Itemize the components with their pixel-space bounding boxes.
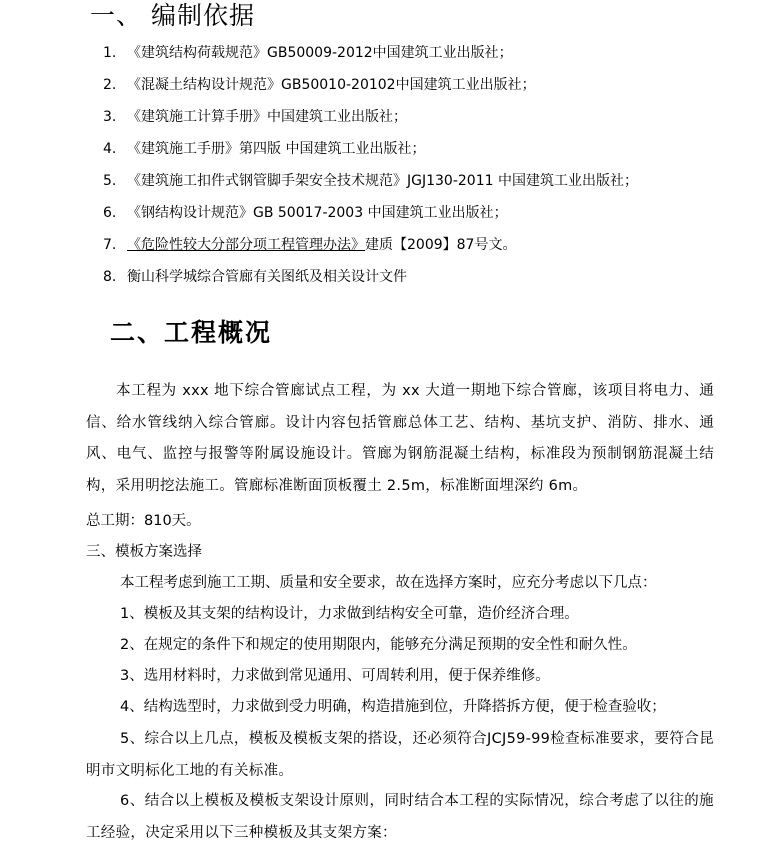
basis-list (103, 40, 638, 296)
section-heading-basis: 一、 编制依据 (90, 1, 255, 30)
list-item (103, 72, 638, 104)
list-item-text: 《建筑施工计算手册》中国建筑工业出版社； (127, 109, 407, 125)
list-item-text: 《建筑施工扣件式钢管脚手架安全技术规范》JGJ130-2011 中国建筑工业出版社； (127, 173, 638, 189)
list-item (103, 200, 638, 232)
formwork-item-3: 3、选用材料时，力求做到常见通用、可周转利用，便于保养维修。 (120, 668, 550, 684)
formwork-item-2: 2、在规定的条件下和规定的使用期限内，能够充分满足预期的安全性和耐久性。 (120, 637, 637, 653)
list-item-number: 1. (103, 45, 117, 61)
list-item-text: 《钢结构设计规范》GB 50017-2003 中国建筑工业出版社； (127, 205, 508, 221)
list-item-number: 5. (103, 173, 117, 189)
list-item (103, 40, 638, 72)
list-item-number: 3. (103, 109, 117, 125)
section-heading-overview: 二、工程概况 (110, 318, 273, 347)
list-item-number: 8. (103, 269, 117, 285)
list-item-number: 2. (103, 77, 117, 93)
list-item-number: 7. (103, 237, 117, 253)
formwork-intro: 本工程考虑到施工工期、质量和安全要求，故在选择方案时，应充分考虑以下几点： (120, 575, 657, 591)
overview-paragraph: 本工程为 xxx 地下综合管廊试点工程，为 xx 大道一期地下综合管廊，该项目将电力、通信、给水管线纳入综合管廊。设计内容包括管廊总体工艺、结构、基坑支护、消防、排水、通风、电气、监控与报警等附属设施设计。管廊为钢筋混凝土结构，标准段为预制钢筋混凝土结构，采用明挖法施工。管廊标准断面顶板覆土 2.5m，标准断面埋深约 6m。 (86, 383, 714, 494)
list-item-text: 《建筑结构荷载规范》GB50009-2012中国建筑工业出版社； (127, 45, 513, 61)
formwork-item-5: 5、综合以上几点，模板及模板支架的搭设，还必须符合JCJ59-99检查标准要求，要符合昆明市文明标化工地的有关标准。 (86, 731, 714, 779)
list-item (103, 104, 638, 136)
section-heading-formwork: 三、模板方案选择 (86, 544, 202, 560)
list-item (103, 264, 638, 296)
list-item-text: 衡山科学城综合管廊有关图纸及相关设计文件 (127, 269, 407, 285)
list-item-text: 《混凝土结构设计规范》GB50010-20102中国建筑工业出版社； (127, 77, 536, 93)
list-item (103, 168, 638, 200)
formwork-item-6: 6、结合以上模板及模板支架设计原则，同时结合本工程的实际情况，综合考虑了以往的施工经验，决定采用以下三种模板及其支架方案： (86, 793, 714, 841)
formwork-item-4: 4、结构选型时，力求做到受力明确，构造措施到位，升降搭拆方便，便于检查验收； (120, 699, 666, 715)
list-item-number: 4. (103, 141, 117, 157)
list-item (103, 136, 638, 168)
regulation-link[interactable]: 《危险性较大分部分项工程管理办法》 (127, 237, 365, 253)
list-item-text: 建质【2009】87号文。 (365, 237, 517, 253)
list-item-text: 《建筑施工手册》第四版 中国建筑工业出版社； (127, 141, 426, 157)
list-item (103, 232, 638, 264)
duration-line: 总工期：810天。 (86, 513, 201, 529)
formwork-item-1: 1、模板及其支架的结构设计，力求做到结构安全可靠，造价经济合理。 (120, 606, 579, 622)
list-item-number: 6. (103, 205, 117, 221)
